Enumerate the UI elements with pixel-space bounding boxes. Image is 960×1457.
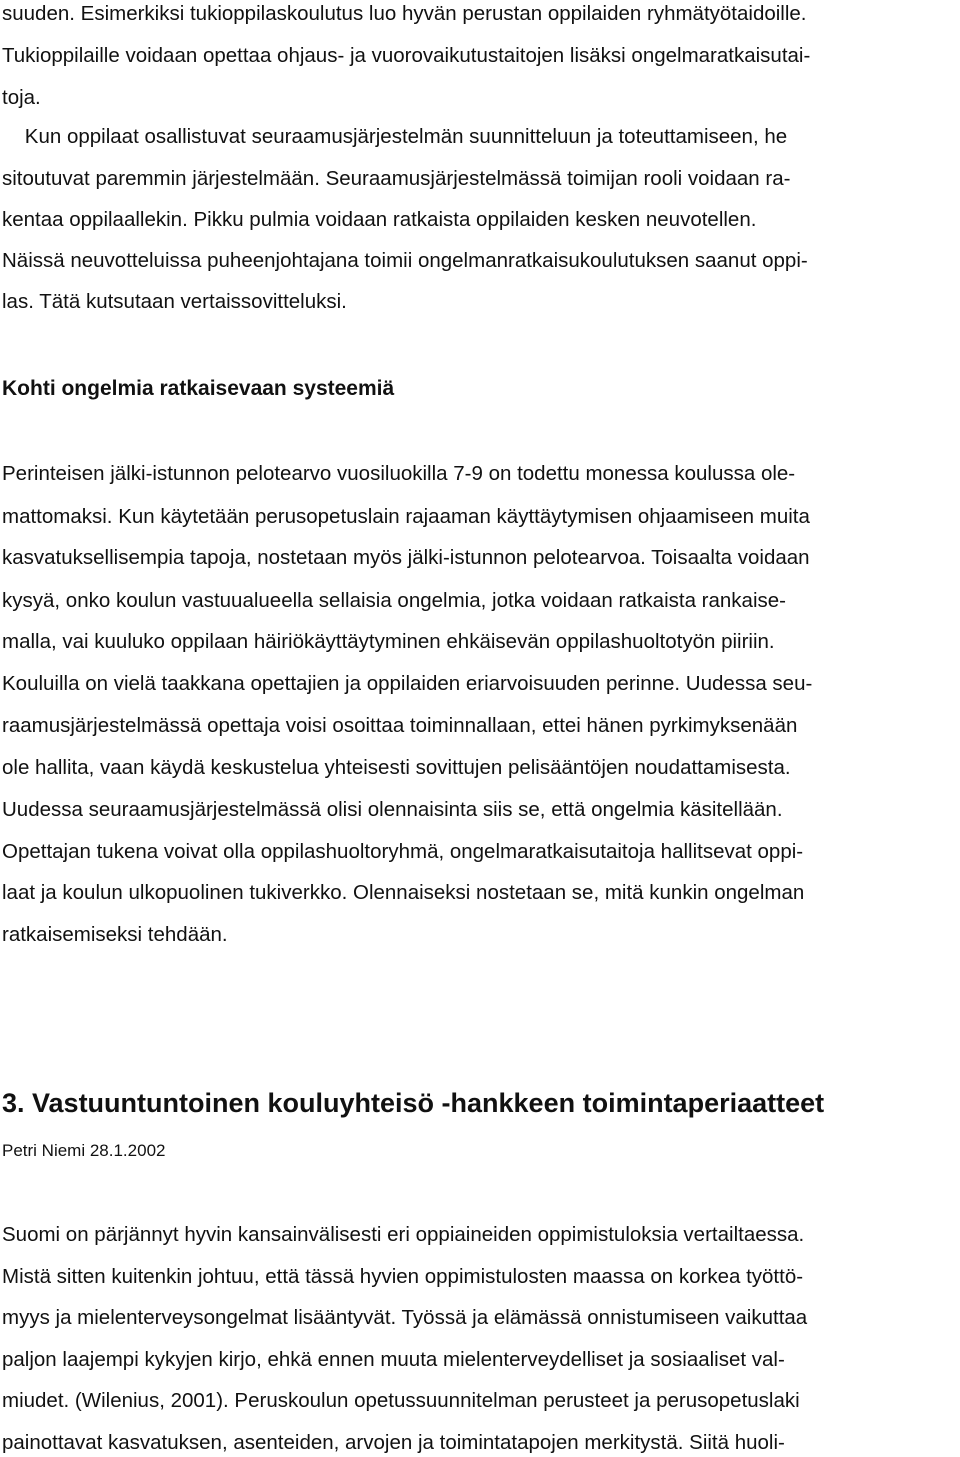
- text-line: Tukioppilaille voidaan opettaa ohjaus- ja vuorovaikutustaitojen lisäksi ongelmaratkaisutai-: [2, 44, 811, 67]
- text-line: Uudessa seuraamusjärjestelmässä olisi olennaisinta siis se, että ongelmia käsitellään.: [2, 798, 783, 821]
- text-line: Mistä sitten kuitenkin johtuu, että tässä hyvien oppimistulosten maassa on korkea työttö-: [2, 1265, 804, 1288]
- byline: Petri Niemi 28.1.2002: [2, 1141, 166, 1160]
- text-line: las. Tätä kutsutaan vertaissovitteluksi.: [2, 290, 347, 313]
- text-line: raamusjärjestelmässä opettaja voisi osoittaa toiminnallaan, ettei hänen pyrkimyksenään: [2, 714, 798, 737]
- text-line: kentaa oppilaallekin. Pikku pulmia voidaan ratkaista oppilaiden kesken neuvotellen.: [2, 208, 757, 231]
- text-line: paljon laajempi kykyjen kirjo, ehkä ennen muuta mielenterveydelliset ja sosiaaliset val-: [2, 1348, 785, 1371]
- text-line: mattomaksi. Kun käytetään perusopetuslain rajaaman käyttäytymisen ohjaamiseen muita: [2, 505, 810, 528]
- text-line: suuden. Esimerkiksi tukioppilaskoulutus luo hyvän perustan oppilaiden ryhmätyötaidoille.: [2, 2, 807, 25]
- subheading: Kohti ongelmia ratkaisevaan systeemiä: [2, 377, 395, 400]
- text-line: Perinteisen jälki-istunnon pelotearvo vuosiluokilla 7-9 on todettu monessa koulussa ole-: [2, 462, 796, 485]
- text-line: toja.: [2, 86, 41, 109]
- text-line: ole hallita, vaan käydä keskustelua yhteisesti sovittujen pelisääntöjen noudattamisesta.: [2, 756, 791, 779]
- text-line: malla, vai kuuluko oppilaan häiriökäyttäytyminen ehkäisevän oppilashuoltotyön piiriin.: [2, 630, 775, 653]
- text-line: miudet. (Wilenius, 2001). Peruskoulun opetussuunnitelman perusteet ja perusopetuslaki: [2, 1389, 800, 1412]
- text-line: myys ja mielenterveysongelmat lisääntyvät. Työssä ja elämässä onnistumiseen vaikuttaa: [2, 1306, 808, 1329]
- text-line: painottavat kasvatuksen, asenteiden, arvojen ja toimintatapojen merkitystä. Siitä huoli-: [2, 1431, 785, 1454]
- section-heading: 3. Vastuuntuntoinen kouluyhteisö -hankkeen toimintaperiaatteet: [2, 1088, 825, 1118]
- text-line: Kouluilla on vielä taakkana opettajien ja oppilaiden eriarvoisuuden perinne. Uudessa seu-: [2, 672, 813, 695]
- text-line: ratkaisemiseksi tehdään.: [2, 923, 228, 946]
- text-line: Suomi on pärjännyt hyvin kansainvälisesti eri oppiaineiden oppimistuloksia vertailtaessa.: [2, 1223, 805, 1246]
- text-line: kysyä, onko koulun vastuualueella sellaisia ongelmia, jotka voidaan ratkaista rankaise-: [2, 589, 786, 612]
- text-line: sitoutuvat paremmin järjestelmään. Seuraamusjärjestelmässä toimijan rooli voidaan ra-: [2, 167, 791, 190]
- text-line: Kun oppilaat osallistuvat seuraamusjärjestelmän suunnitteluun ja toteuttamiseen, he: [2, 125, 788, 148]
- text-line: Näissä neuvotteluissa puheenjohtajana toimii ongelmanratkaisukoulutuksen saanut oppi-: [2, 249, 808, 272]
- text-line: Opettajan tukena voivat olla oppilashuoltoryhmä, ongelmaratkaisutaitoja hallitsevat oppi-: [2, 840, 804, 863]
- text-line: kasvatuksellisempia tapoja, nostetaan myös jälki-istunnon pelotearvoa. Toisaalta voidaan: [2, 546, 810, 569]
- text-line: laat ja koulun ulkopuolinen tukiverkko. Olennaiseksi nostetaan se, mitä kunkin ongelman: [2, 881, 805, 904]
